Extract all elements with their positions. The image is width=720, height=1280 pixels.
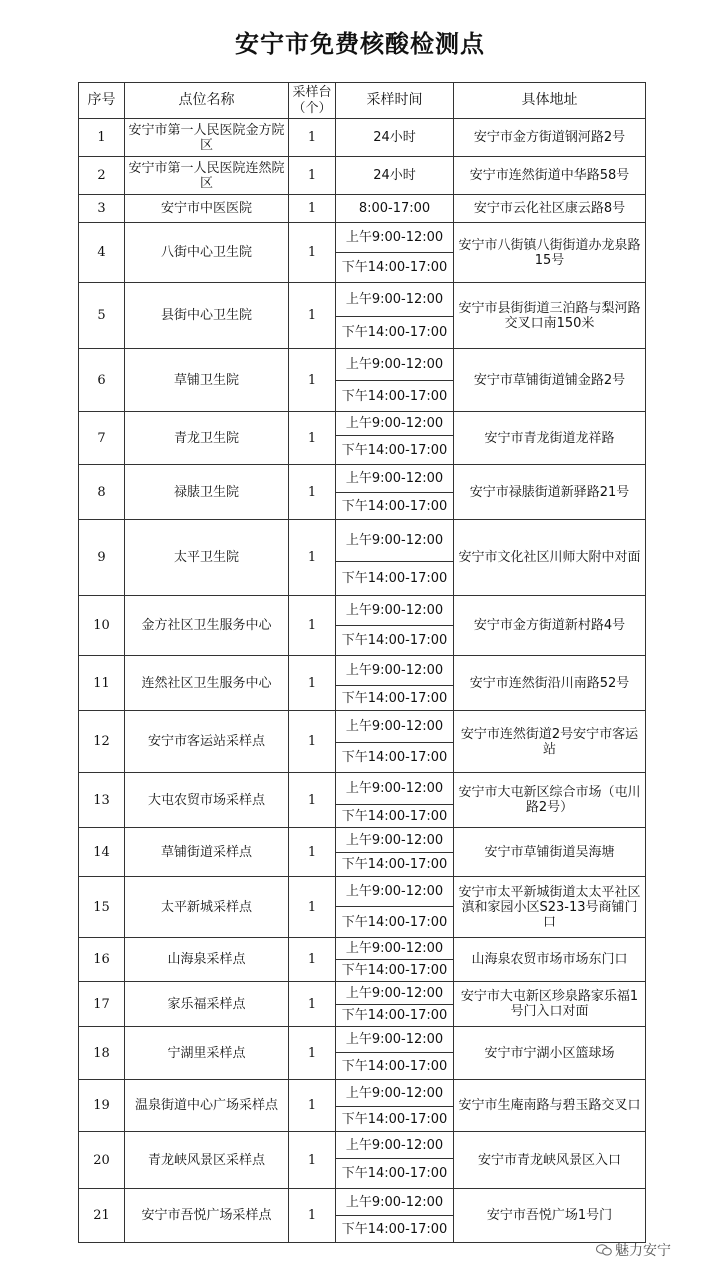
page-title: 安宁市免费核酸检测点 — [235, 30, 485, 58]
header-address: 具体地址 — [454, 83, 646, 119]
cell-sampling-time: 下午14:00-17:00 — [336, 853, 454, 877]
cell-site-name: 安宁市第一人民医院金方院区 — [125, 119, 289, 157]
table-row — [79, 195, 646, 223]
cell-station-count: 1 — [289, 1080, 336, 1132]
cell-station-count: 1 — [289, 465, 336, 520]
cell-no: 20 — [79, 1132, 125, 1189]
cell-sampling-time: 上午9:00-12:00 — [336, 1027, 454, 1053]
table-row — [79, 828, 646, 853]
cell-site-name: 安宁市中医医院 — [125, 195, 289, 223]
cell-no: 7 — [79, 412, 125, 465]
cell-no: 2 — [79, 157, 125, 195]
cell-station-count: 1 — [289, 656, 336, 711]
cell-station-count: 1 — [289, 223, 336, 283]
cell-sampling-time: 下午14:00-17:00 — [336, 626, 454, 656]
cell-address: 安宁市云化社区康云路8号 — [454, 195, 646, 223]
cell-sampling-time: 下午14:00-17:00 — [336, 253, 454, 283]
table-row — [79, 596, 646, 626]
cell-address: 安宁市文化社区川师大附中对面 — [454, 520, 646, 596]
header-row — [79, 83, 646, 119]
cell-sampling-time: 下午14:00-17:00 — [336, 493, 454, 520]
table-row — [79, 119, 646, 157]
cell-site-name: 安宁市吾悦广场采样点 — [125, 1189, 289, 1243]
cell-sampling-time: 下午14:00-17:00 — [336, 907, 454, 938]
cell-station-count: 1 — [289, 828, 336, 877]
cell-sampling-time: 上午9:00-12:00 — [336, 1189, 454, 1216]
cell-no: 17 — [79, 982, 125, 1027]
cell-no: 18 — [79, 1027, 125, 1080]
cell-station-count: 1 — [289, 773, 336, 828]
cell-address: 安宁市连然街道2号安宁市客运站 — [454, 711, 646, 773]
cell-sampling-time: 上午9:00-12:00 — [336, 773, 454, 805]
wechat-icon — [596, 1244, 612, 1256]
cell-sampling-time: 上午9:00-12:00 — [336, 656, 454, 686]
cell-station-count: 1 — [289, 1132, 336, 1189]
cell-site-name: 山海泉采样点 — [125, 938, 289, 982]
cell-no: 14 — [79, 828, 125, 877]
cell-address: 山海泉农贸市场市场东门口 — [454, 938, 646, 982]
cell-no: 15 — [79, 877, 125, 938]
cell-no: 11 — [79, 656, 125, 711]
cell-site-name: 金方社区卫生服务中心 — [125, 596, 289, 656]
table-row — [79, 982, 646, 1005]
cell-sampling-time: 下午14:00-17:00 — [336, 1107, 454, 1132]
cell-site-name: 草铺街道采样点 — [125, 828, 289, 877]
cell-site-name: 八街中心卫生院 — [125, 223, 289, 283]
cell-sampling-time: 上午9:00-12:00 — [336, 828, 454, 853]
cell-sampling-time: 下午14:00-17:00 — [336, 743, 454, 773]
cell-sampling-time: 上午9:00-12:00 — [336, 596, 454, 626]
table-row — [79, 157, 646, 195]
cell-site-name: 大屯农贸市场采样点 — [125, 773, 289, 828]
cell-no: 6 — [79, 349, 125, 412]
cell-sampling-time: 上午9:00-12:00 — [336, 1080, 454, 1107]
cell-site-name: 连然社区卫生服务中心 — [125, 656, 289, 711]
table-row — [79, 877, 646, 907]
cell-site-name: 安宁市客运站采样点 — [125, 711, 289, 773]
cell-no: 9 — [79, 520, 125, 596]
cell-sampling-time: 上午9:00-12:00 — [336, 283, 454, 317]
cell-site-name: 草铺卫生院 — [125, 349, 289, 412]
cell-no: 4 — [79, 223, 125, 283]
cell-sampling-time: 上午9:00-12:00 — [336, 938, 454, 960]
cell-site-name: 温泉街道中心广场采样点 — [125, 1080, 289, 1132]
cell-site-name: 太平新城采样点 — [125, 877, 289, 938]
cell-no: 10 — [79, 596, 125, 656]
cell-sampling-time: 24小时 — [336, 157, 454, 195]
cell-address: 安宁市县街街道三泊路与梨河路交叉口南150米 — [454, 283, 646, 349]
cell-no: 3 — [79, 195, 125, 223]
table-row — [79, 938, 646, 960]
cell-address: 安宁市连然街沿川南路52号 — [454, 656, 646, 711]
table-row — [79, 283, 646, 317]
table-row — [79, 223, 646, 253]
header-site-name: 点位名称 — [125, 83, 289, 119]
cell-sampling-time: 上午9:00-12:00 — [336, 349, 454, 381]
cell-station-count: 1 — [289, 1189, 336, 1243]
header-sampling-time: 采样时间 — [336, 83, 454, 119]
cell-sampling-time: 下午14:00-17:00 — [336, 686, 454, 711]
header-station-count: 采样台（个） — [289, 83, 336, 119]
cell-station-count: 1 — [289, 982, 336, 1027]
cell-site-name: 禄脿卫生院 — [125, 465, 289, 520]
cell-no: 21 — [79, 1189, 125, 1243]
table-row — [79, 1132, 646, 1159]
cell-station-count: 1 — [289, 520, 336, 596]
cell-station-count: 1 — [289, 877, 336, 938]
cell-site-name: 安宁市第一人民医院连然院区 — [125, 157, 289, 195]
cell-sampling-time: 8:00-17:00 — [336, 195, 454, 223]
cell-site-name: 太平卫生院 — [125, 520, 289, 596]
cell-sampling-time: 下午14:00-17:00 — [336, 1159, 454, 1189]
cell-station-count: 1 — [289, 157, 336, 195]
cell-site-name: 青龙峡风景区采样点 — [125, 1132, 289, 1189]
cell-no: 16 — [79, 938, 125, 982]
cell-site-name: 宁湖里采样点 — [125, 1027, 289, 1080]
header-no: 序号 — [79, 83, 125, 119]
cell-address: 安宁市连然街道中华路58号 — [454, 157, 646, 195]
table-row — [79, 1027, 646, 1053]
table-row — [79, 1189, 646, 1216]
testing-sites-table — [78, 82, 646, 1243]
cell-station-count: 1 — [289, 711, 336, 773]
table-row — [79, 520, 646, 562]
table-row — [79, 711, 646, 743]
cell-address: 安宁市青龙街道龙祥路 — [454, 412, 646, 465]
cell-address: 安宁市金方街道新村路4号 — [454, 596, 646, 656]
cell-address: 安宁市青龙峡风景区入口 — [454, 1132, 646, 1189]
cell-sampling-time: 下午14:00-17:00 — [336, 1053, 454, 1080]
table-row — [79, 1080, 646, 1107]
cell-sampling-time: 下午14:00-17:00 — [336, 562, 454, 596]
cell-address: 安宁市吾悦广场1号门 — [454, 1189, 646, 1243]
cell-address: 安宁市金方街道钢河路2号 — [454, 119, 646, 157]
cell-no: 1 — [79, 119, 125, 157]
watermark — [596, 1240, 671, 1260]
cell-station-count: 1 — [289, 195, 336, 223]
cell-sampling-time: 下午14:00-17:00 — [336, 436, 454, 465]
cell-address: 安宁市草铺街道铺金路2号 — [454, 349, 646, 412]
cell-address: 安宁市草铺街道吴海塘 — [454, 828, 646, 877]
cell-sampling-time: 下午14:00-17:00 — [336, 1216, 454, 1243]
cell-no: 12 — [79, 711, 125, 773]
cell-address: 安宁市八街镇八街街道办龙泉路15号 — [454, 223, 646, 283]
watermark-text: 魅力安宁 — [615, 1243, 671, 1259]
cell-sampling-time: 上午9:00-12:00 — [336, 520, 454, 562]
cell-no: 8 — [79, 465, 125, 520]
cell-station-count: 1 — [289, 119, 336, 157]
cell-no: 13 — [79, 773, 125, 828]
cell-station-count: 1 — [289, 283, 336, 349]
cell-station-count: 1 — [289, 412, 336, 465]
cell-sampling-time: 下午14:00-17:00 — [336, 381, 454, 412]
cell-address: 安宁市宁湖小区篮球场 — [454, 1027, 646, 1080]
cell-sampling-time: 下午14:00-17:00 — [336, 960, 454, 982]
cell-sampling-time: 上午9:00-12:00 — [336, 711, 454, 743]
cell-sampling-time: 24小时 — [336, 119, 454, 157]
cell-site-name: 青龙卫生院 — [125, 412, 289, 465]
cell-sampling-time: 上午9:00-12:00 — [336, 1132, 454, 1159]
cell-no: 5 — [79, 283, 125, 349]
cell-sampling-time: 下午14:00-17:00 — [336, 805, 454, 828]
cell-sampling-time: 下午14:00-17:00 — [336, 317, 454, 349]
cell-site-name: 家乐福采样点 — [125, 982, 289, 1027]
table-row — [79, 349, 646, 381]
cell-address: 安宁市太平新城街道太太平社区滇和家园小区S23-13号商铺门口 — [454, 877, 646, 938]
table-row — [79, 465, 646, 493]
cell-sampling-time: 上午9:00-12:00 — [336, 412, 454, 436]
table-row — [79, 412, 646, 436]
cell-sampling-time: 上午9:00-12:00 — [336, 223, 454, 253]
cell-station-count: 1 — [289, 349, 336, 412]
table-row — [79, 656, 646, 686]
cell-station-count: 1 — [289, 596, 336, 656]
cell-sampling-time: 上午9:00-12:00 — [336, 877, 454, 907]
cell-sampling-time: 上午9:00-12:00 — [336, 465, 454, 493]
cell-address: 安宁市大屯新区珍泉路家乐福1号门入口对面 — [454, 982, 646, 1027]
cell-address: 安宁市生庵南路与碧玉路交叉口 — [454, 1080, 646, 1132]
cell-station-count: 1 — [289, 938, 336, 982]
table-row — [79, 773, 646, 805]
cell-no: 19 — [79, 1080, 125, 1132]
cell-site-name: 县街中心卫生院 — [125, 283, 289, 349]
cell-sampling-time: 下午14:00-17:00 — [336, 1005, 454, 1027]
cell-station-count: 1 — [289, 1027, 336, 1080]
cell-sampling-time: 上午9:00-12:00 — [336, 982, 454, 1005]
cell-address: 安宁市禄脿街道新驿路21号 — [454, 465, 646, 520]
cell-address: 安宁市大屯新区综合市场（屯川路2号） — [454, 773, 646, 828]
